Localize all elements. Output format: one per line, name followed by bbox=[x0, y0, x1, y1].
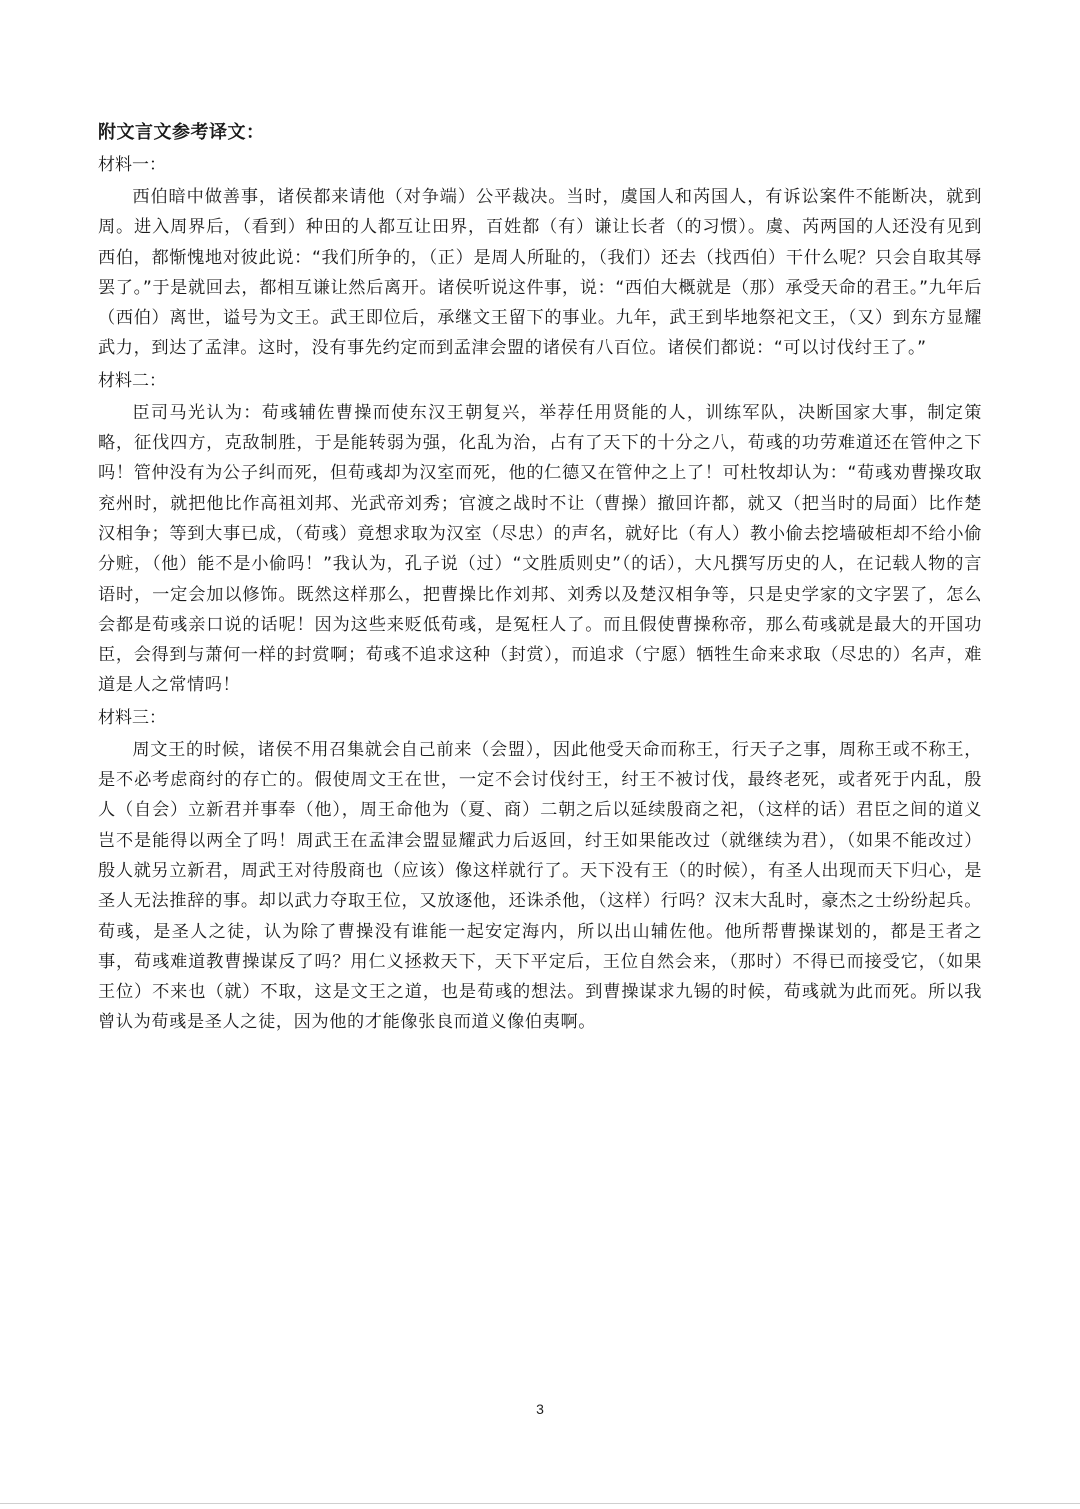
page-bottom-divider bbox=[0, 1503, 1080, 1504]
section-paragraph-2: 臣司马光认为：荀彧辅佐曹操而使东汉王朝复兴，举荐任用贤能的人，训练军队，决断国家大事，制定策略，征伐四方，克敌制胜，于是能转弱为强，化乱为治，占有了天下的十分之八，荀彧的功劳难道还在管仲之下吗！管仲没有为公子纠而死，但荀彧却为汉室而死，他的仁德又在管仲之上了！可杜牧却认为：“荀彧劝曹操攻取兖州时，就把他比作高祖刘邦、光武帝刘秀；官渡之战时不让（曹操）撤回许都，就又（把当时的局面）比作楚汉相争；等到大事已成，（荀彧）竟想求取为汉室（尽忠）的声名，就好比（有人）教小偷去挖墙破柜却不给小偷分赃，（他）能不是小偷吗！”我认为，孔子说（过）“文胜质则史”（的话），大凡撰写历史的人，在记载人物的言语时，一定会加以修饰。既然这样那么，把曹操比作刘邦、刘秀以及楚汉相争等，只是史学家的文字罢了，怎么会都是荀彧亲口说的话呢！因为这些来贬低荀彧，是冤枉人了。而且假使曹操称帝，那么荀彧就是最大的开国功臣，会得到与萧何一样的封赏啊；荀彧不追求这种（封赏），而追求（宁愿）牺牲生命来求取（尽忠的）名声，难道是人之常情吗！ bbox=[98, 402, 982, 696]
document-body bbox=[98, 118, 982, 1038]
section-heading-3: 材料三： bbox=[98, 707, 166, 728]
page-number: 3 bbox=[536, 1401, 544, 1417]
section-heading-1: 材料一： bbox=[98, 155, 166, 175]
document-title: 附文言文参考译文： bbox=[98, 122, 265, 143]
section-paragraph-1: 西伯暗中做善事，诸侯都来请他（对争端）公平裁决。当时，虞国人和芮国人，有诉讼案件不能断决，就到周。进入周界后，（看到）种田的人都互让田界，百姓都（有）谦让长者（的习惯）。虞、芮两国的人还没有见到西伯，都惭愧地对彼此说：“我们所争的，（正）是周人所耻的，（我们）还去（找西伯）干什么呢？只会自取其辱罢了。”于是就回去，都相互谦让然后离开。诸侯听说这件事，说：“西伯大概就是（那）承受天命的君王。”九年后（西伯）离世，谥号为文王。武王即位后，承继文王留下的事业。九年，武王到毕地祭祀文王，（又）到东方显耀武力，到达了孟津。这时，没有事先约定而到孟津会盟的诸侯有八百位。诸侯们都说：“可以讨伐纣王了。” bbox=[98, 187, 982, 359]
section-heading-2: 材料二： bbox=[98, 370, 166, 391]
section-paragraph-3: 周文王的时候，诸侯不用召集就会自己前来（会盟），因此他受天命而称王，行天子之事，周称王或不称王，是不必考虑商纣的存亡的。假使周文王在世，一定不会讨伐纣王，纣王不被讨伐，最终老死，或者死于内乱，殷人（自会）立新君并事奉（他），周王命他为（夏、商）二朝之后以延续殷商之祀，（这样的话）君臣之间的道义岂不是能得以两全了吗！周武王在孟津会盟显耀武力后返回，纣王如果能改过（就继续为君），（如果不能改过）殷人就另立新君，周武王对待殷商也（应该）像这样就行了。天下没有王（的时候），有圣人出现而天下归心，是圣人无法推辞的事。却以武力夺取王位，又放逐他，还诛杀他，（这样）行吗？汉末大乱时，豪杰之士纷纷起兵。荀彧，是圣人之徒，认为除了曹操没有谁能一起安定海内，所以出山辅佐他。他所帮曹操谋划的，都是王者之事，荀彧难道教曹操谋反了吗？用仁义拯救天下，天下平定后，王位自然会来，（那时）不得已而接受它，（如果王位）不来也（就）不取，这是文王之道，也是荀彧的想法。到曹操谋求九锡的时候，荀彧就为此而死。所以我曾认为荀彧是圣人之徒，因为他的才能像张良而道义像伯夷啊。 bbox=[98, 739, 982, 1033]
